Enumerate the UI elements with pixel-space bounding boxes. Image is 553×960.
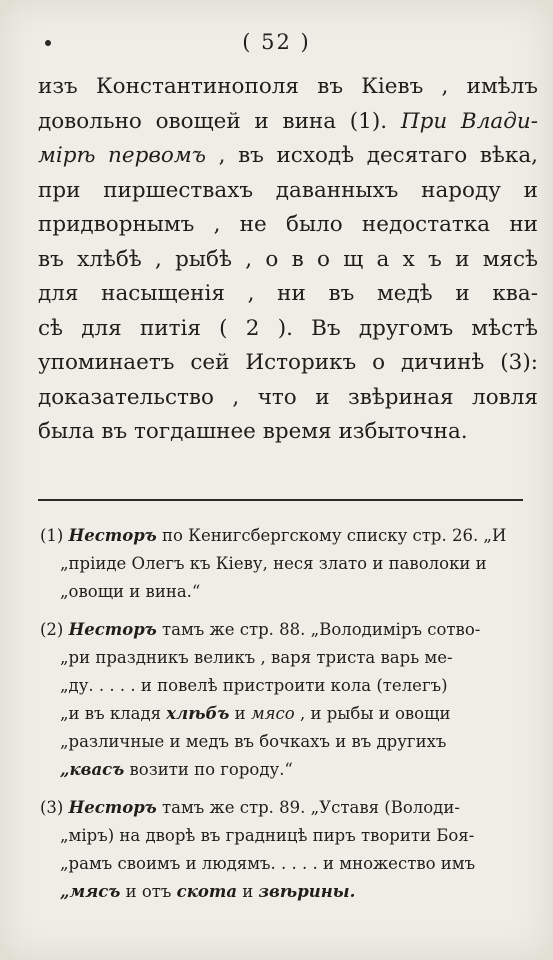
text-line: изъ Константинополя въ Кіевъ , имѣлъ — [38, 74, 538, 99]
text-line: придворнымъ , не было недостатка ни — [38, 212, 538, 237]
text-line: въ хлѣбѣ , рыбѣ , о в о щ а х ъ и мясѣ — [38, 246, 538, 272]
text-line: была въ тогдашнее время избыточна. — [38, 419, 468, 444]
page-number: ( 52 ) — [242, 30, 311, 54]
footnote-marker: (1) — [40, 526, 64, 545]
text-line: доказательство , что и звѣриная ловля — [38, 384, 538, 410]
footnote-marker: (2) — [40, 620, 64, 639]
text-line: упоминаетъ сей Историкъ о дичинѣ (3): — [38, 350, 538, 375]
text-line: довольно овощей и вина (1). При Влади- — [38, 108, 538, 134]
italic-phrase: При Влади- — [400, 108, 538, 134]
text-line: сѣ для питія ( 2 ). Въ другомъ мѣстѣ — [38, 315, 538, 341]
footnote-3: (3) Несторъ тамъ же стр. 89. „Уставя (Володи- „міръ) на дворѣ въ градницѣ пиръ творити Боя- „рамъ своимъ и людямъ. . . . . и множество имъ „мясъ и отъ скота и звѣрины. — [40, 798, 476, 901]
text-line: мірѣ первомъ , въ исходѣ десятаго вѣка, — [38, 143, 538, 168]
footnote-author: Несторъ — [68, 620, 157, 639]
footnotes — [40, 522, 530, 916]
footnote-divider — [38, 499, 523, 501]
main-text — [38, 70, 538, 450]
footnote-author: Несторъ — [68, 526, 157, 545]
footnote-1: (1) Несторъ по Кенигсбергскому списку стр. 26. „И „пріиде Олегъ къ Кіеву, неся злато и паволоки и „овощи и вина.“ — [40, 526, 507, 601]
footnote-author: Несторъ — [68, 798, 157, 817]
text-line: при пиршествахъ даванныхъ народу и — [38, 177, 538, 203]
footnote-2: (2) Несторъ тамъ же стр. 88. „Володимiръ сотво- „ри праздникъ великъ , варя триста варь ме- „ду. . . . . и повелѣ пристроити кола (телегъ) „и въ кладя хлѣбъ и мясо , и рыбы и овощи „различные и медъ въ бочкахъ и въ другихъ „квасъ возити по городу.“ — [40, 620, 481, 779]
text-line: для насыщенія , ни въ медѣ и ква- — [38, 281, 538, 306]
italic-phrase: мірѣ первомъ — [38, 143, 206, 168]
footnote-marker: (3) — [40, 798, 64, 817]
